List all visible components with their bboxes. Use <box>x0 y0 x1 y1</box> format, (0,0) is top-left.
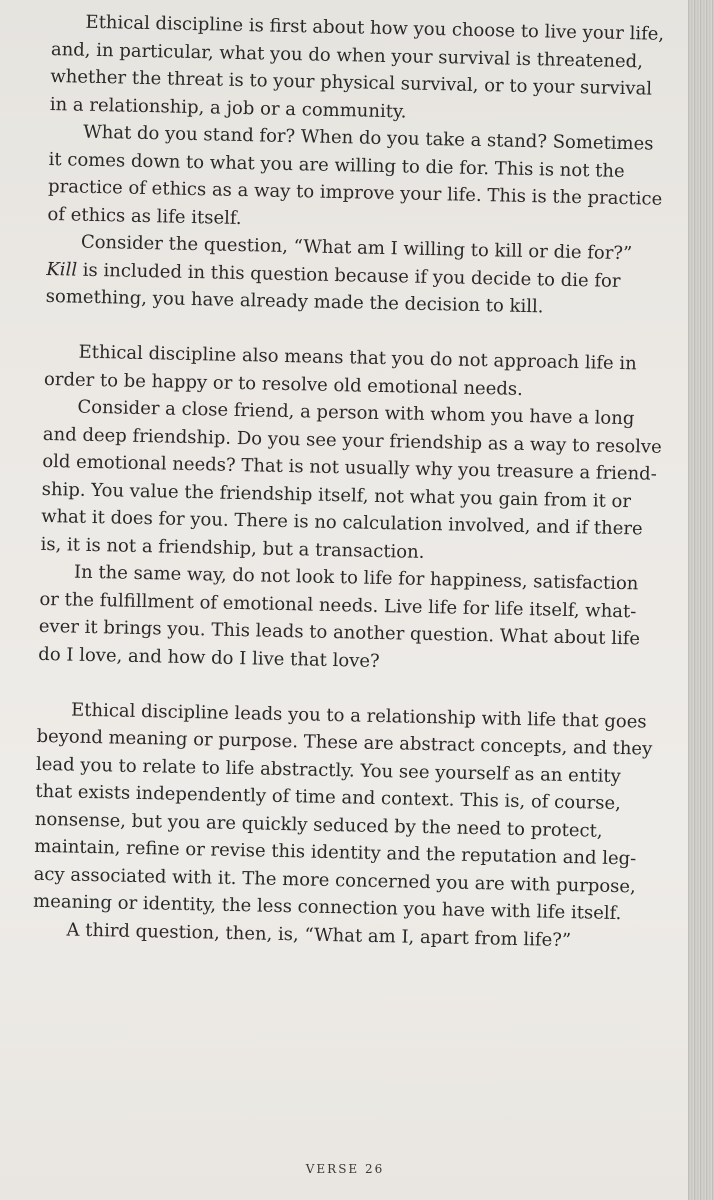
text-line: What do you stand for? When do you take a stand? Sometimes <box>83 121 654 155</box>
text-line: is, it is not a friendship, but a transaction. <box>40 533 425 563</box>
page-text <box>32 0 664 956</box>
text-line: or the fulfillment of emotional needs. Live life for life itself, what- <box>39 588 637 622</box>
text-line: nonsense, but you are quickly seduced by the need to protect, <box>34 808 603 842</box>
paragraph <box>40 393 662 571</box>
text-line: A third question, then, is, “What am I, apart from life?” <box>66 919 572 951</box>
text-line: In the same way, do not look to life for happiness, satisfaction <box>73 561 639 595</box>
page-footer: VERSE 26 <box>305 1162 385 1176</box>
paragraph <box>50 8 664 131</box>
paragraph <box>45 228 659 323</box>
text-line: ever it brings you. This leads to another question. What about life <box>38 615 641 650</box>
text-line: Consider a close friend, a person with whom you have a long <box>77 396 635 430</box>
text-line: whether the threat is to your physical survival, or to your survival <box>50 65 653 100</box>
text-line: and, in particular, what you do when your survival is threatened, <box>50 38 644 72</box>
text-line: maintain, refine or revise this identity and the reputation and leg- <box>34 835 637 870</box>
text-line: lead you to relate to life abstractly. You see yourself as an entity <box>35 753 621 787</box>
text-line: of ethics as life itself. <box>47 203 242 229</box>
text-line: meaning or identity, the less connection you have with life itself. <box>32 890 622 925</box>
text-line: Ethical discipline is first about how you choose to live your life, <box>85 11 665 45</box>
text-line: something, you have already made the decision to kill. <box>45 285 544 318</box>
text-line: Kill is included in this question because if you decide to die for <box>46 258 621 292</box>
text-line: it comes down to what you are willing to die for. This is not the <box>48 148 625 182</box>
italic-word: Kill <box>46 258 78 281</box>
text-line: that exists independently of time and context. This is, of course, <box>35 780 622 815</box>
text-line: Ethical discipline also means that you do not approach life in <box>78 341 637 375</box>
text-line: Consider the question, “What am I willing to kill or die for?” <box>80 231 633 265</box>
paragraph <box>38 558 652 681</box>
text-line: and deep friendship. Do you see your friendship as a way to resolve <box>42 423 662 458</box>
text-line: do I love, and how do I live that love? <box>38 643 380 672</box>
text-line: ship. You value the friendship itself, not what you gain from it or <box>41 478 632 512</box>
text-line: beyond meaning or purpose. These are abstract concepts, and they <box>36 725 653 760</box>
paragraph <box>32 695 653 928</box>
text-line: Ethical discipline leads you to a relationship with life that goes <box>70 699 647 733</box>
text-line: acy associated with it. The more concerned you are with purpose, <box>33 863 637 897</box>
paragraph <box>47 118 661 241</box>
text-line: in a relationship, a job or a community. <box>49 93 407 122</box>
text-line: order to be happy or to resolve old emotional needs. <box>43 368 524 400</box>
text-line: old emotional needs? That is not usually why you treasure a friend- <box>42 450 657 485</box>
text-line: what it does for you. There is no calculation involved, and if there <box>40 505 643 540</box>
text-line: practice of ethics as a way to improve your life. This is the practice <box>47 175 663 210</box>
page-stack-edge <box>688 0 714 1200</box>
